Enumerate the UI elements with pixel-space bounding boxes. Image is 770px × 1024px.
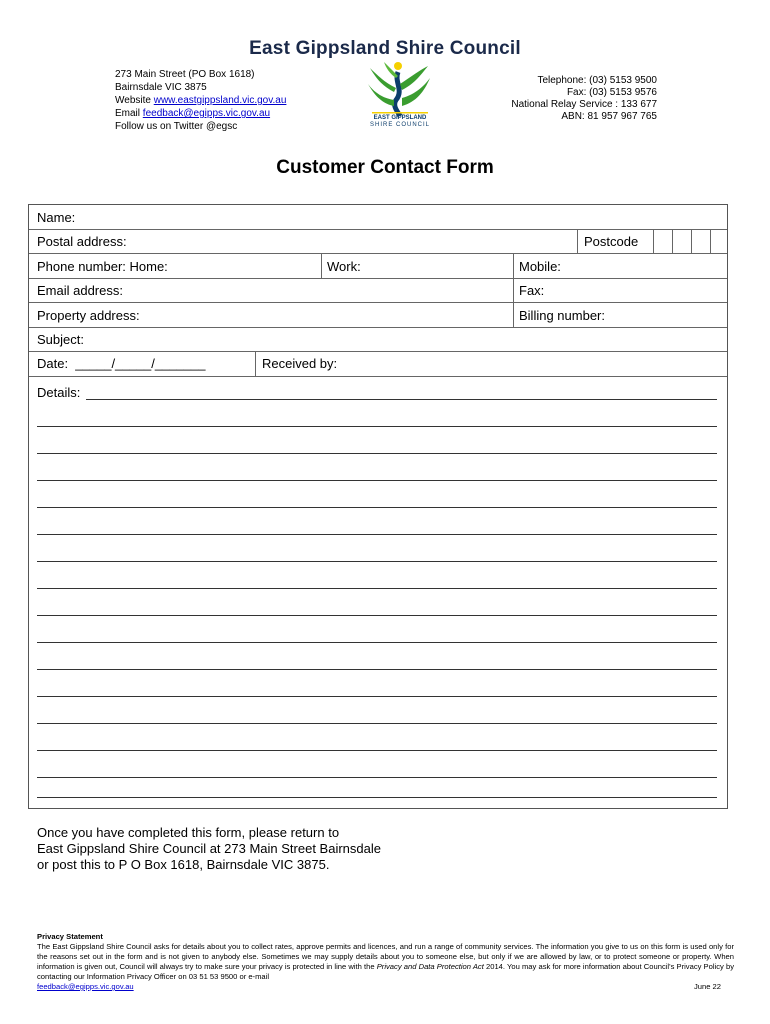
email-address-label: Email address: — [37, 283, 123, 298]
details-line[interactable] — [37, 588, 717, 589]
postal-address-label: Postal address: — [37, 234, 127, 249]
details-line[interactable] — [37, 723, 717, 724]
details-line[interactable] — [37, 797, 717, 798]
mobile-label: Mobile: — [519, 259, 561, 274]
billing-number-label: Billing number: — [519, 308, 605, 323]
details-line[interactable] — [37, 534, 717, 535]
details-line[interactable] — [37, 696, 717, 697]
privacy-body-2: 2014. You may ask for more information about Council's Privacy Policy by contacting our Information Privacy Officer on 03 51 53 9500 or e-mail — [37, 962, 734, 981]
postcode-box-4[interactable] — [711, 229, 727, 253]
details-line[interactable] — [37, 777, 717, 778]
council-name: East Gippsland Shire Council — [249, 38, 521, 59]
phone-home-label: Phone number: Home: — [37, 259, 168, 274]
website-row — [115, 94, 286, 107]
details-line[interactable] — [37, 642, 717, 643]
name-label: Name: — [37, 210, 76, 225]
logo-line-1: EAST GIPPSLAND — [373, 115, 427, 121]
email-row — [115, 107, 286, 120]
fax-label: Fax: — [519, 283, 545, 298]
details-line[interactable] — [37, 453, 717, 454]
details-line[interactable] — [37, 750, 717, 751]
return-line-2: East Gippsland Shire Council at 273 Main Street Bairnsdale — [37, 841, 381, 856]
details-line[interactable] — [37, 669, 717, 670]
return-line-1: Once you have completed this form, please return to — [37, 825, 340, 840]
details-line[interactable] — [86, 399, 717, 400]
form-title: Customer Contact Form — [276, 157, 494, 178]
subject-label: Subject: — [37, 332, 84, 347]
postcode-box-1[interactable] — [654, 229, 672, 253]
logo-line-2: SHIRE COUNCIL — [369, 122, 430, 128]
address-line-1: 273 Main Street (PO Box 1618) — [115, 69, 255, 80]
details-line[interactable] — [37, 615, 717, 616]
twitter-line: Follow us on Twitter @egsc — [115, 121, 238, 132]
email-link[interactable]: feedback@egipps.vic.gov.au — [142, 108, 271, 119]
details-label: Details: — [37, 385, 81, 400]
telephone: Telephone: (03) 5153 9500 — [537, 75, 657, 86]
council-contact-details — [115, 68, 286, 133]
website-label: Website — [115, 95, 154, 106]
details-line[interactable] — [37, 426, 717, 427]
details-line[interactable] — [37, 561, 717, 562]
privacy-body-1: The East Gippsland Shire Council asks for details about you to collect rates, approve permits and licences, and run a range of community services. The information you give to us on this form is used only for the reasons set out in the form and is not given to anybody else. Sometimes we may supply details about you to someone else, but only if we are allowed by law, or to protect someone or property. When information is given out, Council will always try to make sure your privacy is protected in line with the — [37, 942, 734, 971]
relay-service: National Relay Service : 133 677 — [511, 99, 657, 110]
logo-wordmark — [360, 115, 440, 129]
property-address-label: Property address: — [37, 308, 140, 323]
privacy-email-link[interactable]: feedback@egipps.vic.gov.au — [37, 982, 134, 991]
address-line-2: Bairnsdale VIC 3875 — [115, 82, 207, 93]
postcode-box-3[interactable] — [692, 229, 710, 253]
council-phone-details — [511, 75, 657, 123]
postcode-label: Postcode — [584, 234, 639, 249]
details-line[interactable] — [37, 507, 717, 508]
work-phone-label: Work: — [327, 259, 361, 274]
privacy-statement — [37, 932, 734, 992]
privacy-heading: Privacy Statement — [37, 932, 103, 941]
email-label: Email — [115, 108, 143, 119]
fax-number: Fax: (03) 5153 9576 — [566, 87, 657, 98]
privacy-act: Privacy and Data Protection Act — [376, 962, 484, 971]
document-date: June 22 — [693, 982, 721, 991]
abn: ABN: 81 957 967 765 — [561, 111, 657, 122]
return-instructions — [37, 825, 381, 873]
postcode-box-2[interactable] — [673, 229, 691, 253]
website-link[interactable]: www.eastgippsland.vic.gov.au — [153, 95, 287, 106]
details-line[interactable] — [37, 480, 717, 481]
received-by-label: Received by: — [262, 356, 338, 371]
return-line-3: or post this to P O Box 1618, Bairnsdale VIC 3875. — [37, 857, 330, 872]
contact-form — [28, 204, 728, 809]
date-label: Date: _____/_____/_______ — [37, 356, 206, 371]
